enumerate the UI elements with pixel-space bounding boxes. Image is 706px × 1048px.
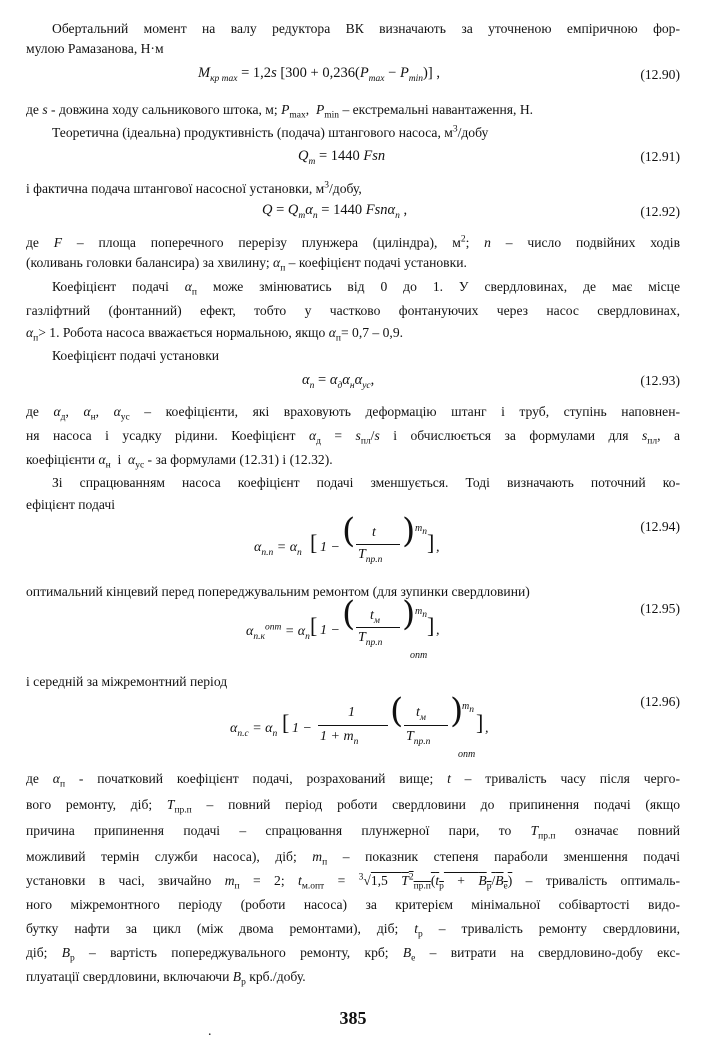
equation-number: (12.92) (640, 204, 680, 219)
equation-number: (12.96) (640, 694, 680, 709)
text-line: оптимальний кінцевий перед попереджувальним ремонтом (для зупинки свердловини) (26, 584, 530, 599)
text-line: ного міжремонтного періоду (роботи насоса) за критерієм мінімальної собівартості видо- (26, 897, 680, 912)
text-line: Коефіцієнт подачі $\alpha_п$ може змінюватись від 0 до 1. У свердловинах, де має місце (52, 279, 680, 298)
text-line: причина припинення подачі – спрацювання плунжерної пари, то $T_{пр.п}$ означає повний (26, 823, 680, 842)
page-number: 385 (339, 1008, 367, 1028)
formula-12-91: $Q_т = 1440$ Fsn (298, 148, 386, 167)
text-line: (коливань головки балансира) за хвилину; $\alpha_п$ – коефіцієнт подачі установки. (26, 255, 467, 274)
text-line: ефіцієнт подачі (26, 497, 115, 512)
formula-12-95: $\alpha_{п.к}^{опт} = \alpha_п$ [ 1 − ( $t_м$ $T_{пр.п}$ ) опт $m_п$ ] , (246, 594, 440, 661)
text-line: коефіцієнти $\alpha_н$ і $\alpha_{ус}$ - за формулами (12.31) і (12.32). (26, 452, 333, 471)
text-line: де $\alpha_п$ - початковий коефіцієнт подачі, розрахований вище; t – тривалість часу після черго- (26, 771, 680, 790)
text-line: де F – площа поперечного перерізу плунжера (циліндра), $м^2$; n – число подвійних ходів (26, 234, 680, 250)
equation-number: (12.94) (640, 519, 680, 534)
text-line: бутку нафти за цикл (між двома ремонтами), діб; $t_р$ – тривалість ремонту свердловини, (26, 921, 680, 940)
text-line: Зі спрацюванням насоса коефіцієнт подачі зменшується. Тоді визначають поточний ко- (52, 475, 680, 490)
text-line: можливий термін служби насоса), діб; $m_п$ – показник степеня параболи зменшення подачі (26, 849, 680, 868)
text-line: газліфтний (фонтанний) ефект, тобто у частково фонтануючих через насос свердловинах, (26, 303, 680, 318)
formula-12-93: $\alpha_п = \alpha_д\alpha_н\alpha_{ус}$, (302, 372, 375, 391)
text-line: установки в часі, звичайно $m_п = 2$; $t_{м.опт} = ^3√1,5$ $T^2_{пр.п}(t_р + B_р/B_е)$ – тривалість оптималь- (26, 872, 681, 892)
text-line: Коефіцієнт подачі установки (52, 348, 220, 363)
scan-dot: . (208, 1024, 212, 1039)
text-line: $\alpha_п> 1$. Робота насоса вважається нормальною, якщо $\alpha_п= 0,7 - 0,9$. (26, 325, 404, 344)
text-line: де s - довжина ходу сальникового штока, м; $P_{max}$, $P_{min}$ – екстремальні навантаження, Н. (26, 102, 534, 121)
formula-12-96: $\alpha_{п.с} = \alpha_п$ [ 1 − 1 $1 + m_п$ ( $t_м$ $T_{пр.п}$ ) опт $m_п$ ] , (230, 691, 489, 760)
formula-12-92: $Q = Q_т\alpha_п = 1440$ Fsnα$_п$ , (262, 202, 408, 221)
text-line: і середній за міжремонтний період (26, 674, 228, 689)
text-line: Теоретична (ідеальна) продуктивність (подача) штангового насоса, $м^3$/добу (52, 124, 489, 140)
text-line: вого ремонту, діб; $T_{пр.п}$ – повний період роботи свердловини до припинення подачі (якщо (26, 797, 681, 816)
equation-number: (12.95) (640, 601, 680, 616)
text-line: де $\alpha_д$, $\alpha_н$, $\alpha_{ус}$ – коефіцієнти, які враховують деформацію штанг і труб, ступінь наповнен- (26, 404, 681, 423)
equation-number: (12.91) (640, 149, 680, 164)
formula-12-90: $M_{кр max} = 1,2s$ $[300 + 0,236(P_{max} - P_{min})]$ , (198, 65, 440, 84)
text-line: плуатації свердловини, включаючи $B_р$ крб./добу. (26, 969, 306, 988)
text-line: діб; $B_р$ – вартість попереджувального ремонту, крб; $B_е$ – витрати на свердловино-добу екс- (26, 945, 681, 964)
text-line: ня насоса і усадку рідини. Коефіцієнт $\alpha_д = s_{пл}/s$ і обчислюється за формулами для $s_{пл}$, а (26, 428, 680, 447)
equation-number: (12.90) (640, 67, 680, 82)
equation-number: (12.93) (640, 373, 680, 388)
text-line: і фактична подача штангової насосної установки, $м^3$/добу, (26, 180, 362, 196)
text-line: мулою Рамазанова, Н·м (26, 41, 164, 56)
formula-12-94: $\alpha_{п.п} = \alpha_п$ [ 1 − ( t $T_{пр.п}$ ) $m_п$ ] , (254, 511, 440, 565)
text-line: Обертальний момент на валу редуктора ВК визначають за уточненою емпіричною фор- (52, 21, 680, 36)
